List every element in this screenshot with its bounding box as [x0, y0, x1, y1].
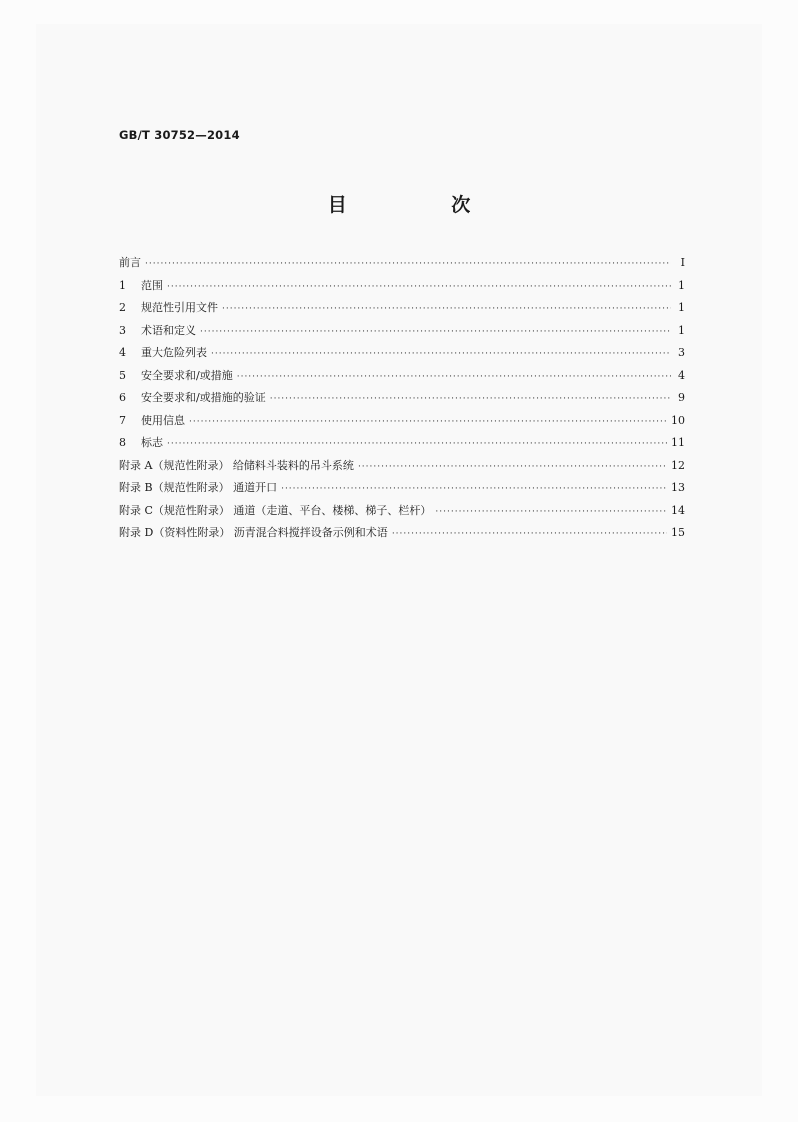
- toc-entry-number: 1: [119, 278, 126, 292]
- toc-entry-text: 标志: [141, 436, 163, 449]
- toc-entry-number: 8: [119, 436, 126, 449]
- toc-leader-dots: [237, 366, 671, 389]
- toc-entry-number: 4: [119, 346, 126, 359]
- toc-leader-dots: [435, 501, 667, 524]
- toc-entry-number: 5: [119, 368, 126, 382]
- toc-entry-page: 10: [671, 413, 685, 427]
- toc-leader-dots: [392, 523, 667, 546]
- toc-entry-page: 15: [671, 526, 685, 539]
- page-background: [36, 24, 762, 1096]
- toc-leader-dots: [211, 343, 671, 366]
- toc-entry-text: 使用信息: [141, 413, 185, 427]
- toc-entry-text: 附录 D（资料性附录） 沥青混合料搅拌设备示例和术语: [119, 526, 388, 539]
- toc-entry-foreword[interactable]: [119, 252, 685, 275]
- toc-entry-page: 1: [678, 278, 685, 292]
- toc-entry-page: 12: [671, 458, 685, 472]
- toc-entry-page: 3: [678, 346, 685, 359]
- toc-entry-text: 附录 A（规范性附录） 给储料斗装料的吊斗系统: [119, 458, 354, 472]
- toc-entry-page: 11: [671, 436, 685, 449]
- table-of-contents: [119, 252, 685, 545]
- toc-entry-number: 6: [119, 391, 126, 404]
- toc-leader-dots: [222, 298, 671, 321]
- toc-leader-dots: [189, 411, 667, 434]
- toc-entry-normative-references[interactable]: [119, 297, 685, 320]
- toc-leader-dots: [281, 478, 667, 501]
- toc-entry-page: 13: [671, 481, 685, 494]
- toc-entry-page: 9: [678, 391, 685, 404]
- toc-entry-text: 附录 C（规范性附录） 通道（走道、平台、楼梯、梯子、栏杆）: [119, 503, 432, 517]
- toc-entry-text: 安全要求和/或措施的验证: [141, 391, 266, 404]
- toc-leader-dots: [358, 456, 667, 479]
- toc-entry-text: 范围: [141, 278, 163, 292]
- toc-entry-page: 4: [678, 368, 685, 382]
- toc-leader-dots: [200, 321, 671, 344]
- toc-entry-annex-b[interactable]: [119, 477, 685, 500]
- toc-entry-safety-requirements[interactable]: [119, 365, 685, 388]
- toc-leader-dots: [167, 276, 671, 299]
- toc-entry-annex-c[interactable]: [119, 500, 685, 523]
- toc-entry-information-for-use[interactable]: [119, 410, 685, 433]
- toc-entry-annex-a[interactable]: [119, 455, 685, 478]
- toc-entry-text: 术语和定义: [141, 323, 196, 337]
- toc-entry-annex-d[interactable]: [119, 522, 685, 545]
- standard-code: GB/T 30752—2014: [119, 128, 240, 142]
- toc-title: [0, 190, 798, 217]
- toc-entry-page: Ⅰ: [680, 256, 685, 269]
- toc-leader-dots: [145, 253, 671, 276]
- toc-entry-hazards-list[interactable]: [119, 342, 685, 365]
- toc-entry-page: 1: [678, 301, 685, 314]
- toc-leader-dots: [167, 433, 667, 456]
- toc-entry-page: 1: [678, 323, 685, 337]
- toc-entry-page: 14: [671, 503, 685, 517]
- toc-leader-dots: [270, 388, 671, 411]
- toc-entry-text: 规范性引用文件: [141, 301, 218, 314]
- toc-entry-terms-definitions[interactable]: [119, 320, 685, 343]
- toc-title-text: 目 次: [327, 194, 505, 216]
- toc-entry-marking[interactable]: [119, 432, 685, 455]
- toc-entry-text: 重大危险列表: [141, 346, 207, 359]
- toc-entry-verification[interactable]: [119, 387, 685, 410]
- toc-entry-text: 附录 B（规范性附录） 通道开口: [119, 481, 278, 494]
- toc-entry-number: 3: [119, 323, 126, 337]
- toc-entry-scope[interactable]: [119, 275, 685, 298]
- toc-entry-number: 2: [119, 301, 126, 314]
- toc-entry-number: 7: [119, 413, 126, 427]
- toc-entry-text: 安全要求和/或措施: [141, 368, 233, 382]
- toc-entry-text: 前言: [119, 256, 141, 269]
